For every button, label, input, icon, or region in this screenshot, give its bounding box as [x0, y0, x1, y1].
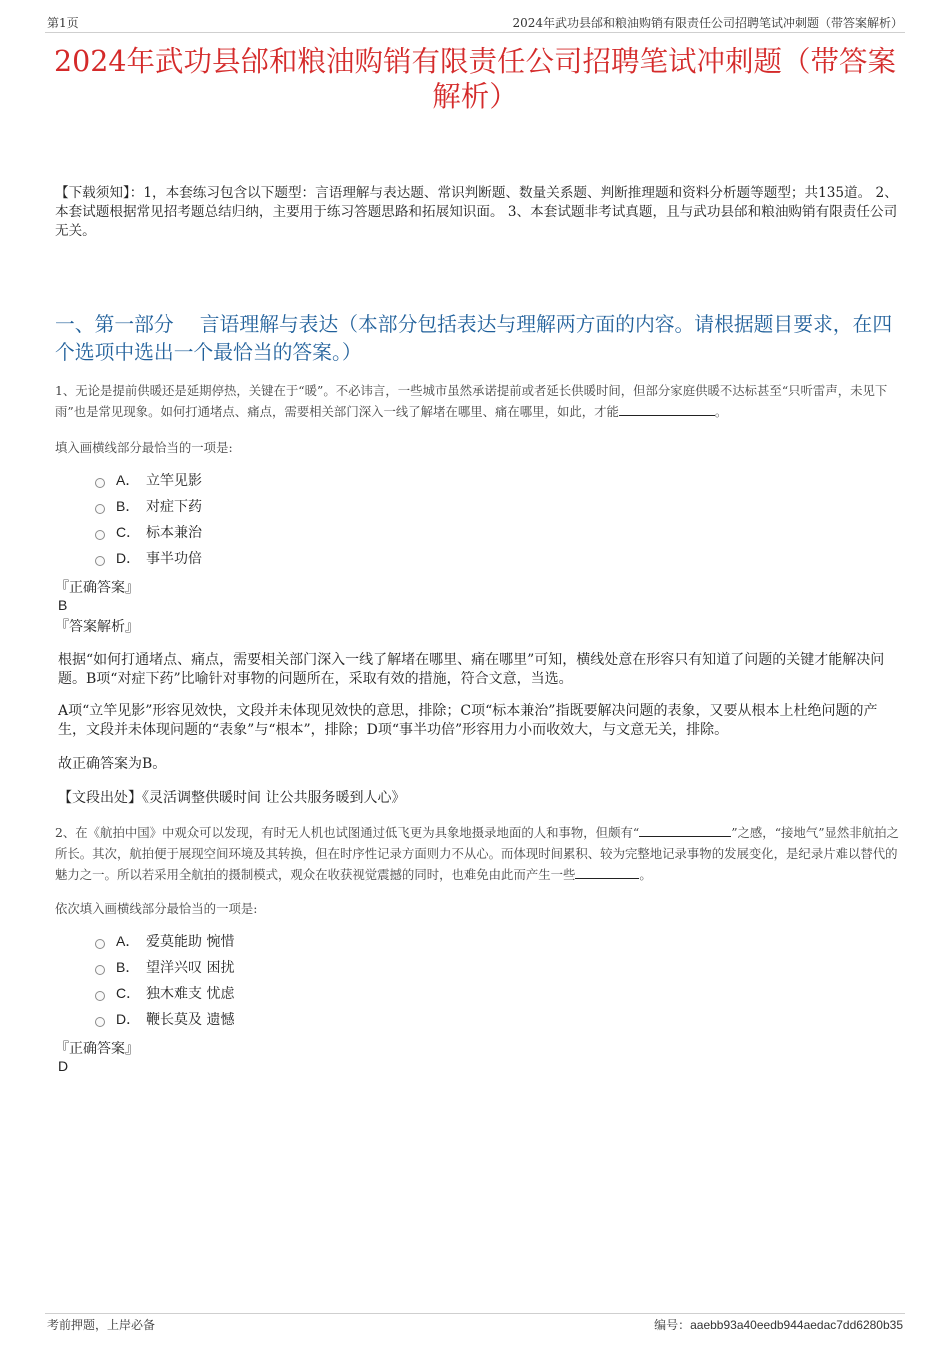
footer-code-label: 编号：	[654, 1318, 691, 1332]
footer-slogan: 考前押题，上岸必备	[47, 1318, 156, 1332]
q2-blank-1	[639, 824, 731, 837]
radio-icon[interactable]	[95, 530, 105, 540]
radio-icon[interactable]	[95, 965, 105, 975]
page-number: 第1页	[47, 16, 79, 30]
q1-blank	[619, 403, 715, 416]
q2-option-d[interactable]: D． 鞭长莫及 遗憾	[95, 1006, 234, 1032]
section-heading: 一、第一部分 言语理解与表达（本部分包括表达与理解两方面的内容。请根据题目要求，在四个选项中选出一个最恰当的答案。）	[55, 313, 893, 364]
radio-icon[interactable]	[95, 556, 105, 566]
download-notice: 【下载须知】：1，本套练习包含以下题型：言语理解与表达题、常识判断题、数量关系题、判断推理题和资料分析题等题型；共135道。 2、本套试题根据常见招考题总结归纳，主要用于练习答题思路和拓展知识面。 3、本套试题非考试真题，且与武功县邰和粮油购销有限责任公司无关。	[55, 185, 898, 239]
q2-option-c[interactable]: C． 独木难支 忧虑	[95, 980, 234, 1006]
q1-analysis-2: A项“立竿见影”形容见效快，文段并未体现见效快的意思，排除；C项“标本兼治”指既要解决问题的表象，又要从根本上杜绝问题的产生，文段并未体现问题的“表象”与“根本”，排除；D项“事半功倍”形容用力小而收效大，与文意无关，排除。	[58, 703, 878, 738]
q1-source: 【文段出处】《灵活调整供暖时间 让公共服务暖到人心》	[58, 790, 406, 806]
q1-analysis-label: 『答案解析』	[55, 619, 139, 635]
radio-icon[interactable]	[95, 991, 105, 1001]
q1-prompt: 填入画横线部分最恰当的一项是:	[55, 440, 233, 455]
q1-options	[95, 467, 202, 571]
q1-option-d[interactable]: D． 事半功倍	[95, 545, 202, 571]
q2-stem: 2、在《航拍中国》中观众可以发现，有时无人机也试图通过低飞更为具象地摄录地面的人和事物，但颇有“ ”之感，“接地气”显然非航拍之所长。其次，航拍便于展现空间环境及其转换，但在时序性记录方面则力不从心。而体现时间累积、较为完整地记录事物的发展变化，是纪录片难以替代的魅力之一。所以若采用全航拍的摄制模式，观众在收获视觉震撼的同时，也难免由此而产生一些 。	[55, 825, 899, 882]
q2-option-b[interactable]: B． 望洋兴叹 困扰	[95, 954, 234, 980]
q1-stem: 1、无论是提前供暖还是延期停热，关键在于“暖”。不必讳言，一些城市虽然承诺提前或者延长供暖时间，但部分家庭供暖不达标甚至“只听雷声，未见下雨”也是常见现象。如何打通堵点、痛点，需要相关部门深入一线了解堵在哪里、痛在哪里，如此，才能 。	[55, 383, 888, 419]
header-doc-title: 2024年武功县邰和粮油购销有限责任公司招聘笔试冲刺题（带答案解析）	[512, 16, 903, 30]
q2-answer: D	[58, 1058, 69, 1074]
q1-option-a[interactable]: A． 立竿见影	[95, 467, 202, 493]
footer-code: aaebb93a40eedb944aedac7dd6280b35	[690, 1318, 903, 1332]
q1-option-c[interactable]: C． 标本兼治	[95, 519, 202, 545]
radio-icon[interactable]	[95, 1017, 105, 1027]
q2-option-a[interactable]: A． 爱莫能助 惋惜	[95, 928, 234, 954]
q2-prompt: 依次填入画横线部分最恰当的一项是:	[55, 901, 258, 916]
page-footer	[45, 1313, 905, 1332]
footer-code-group	[654, 1316, 903, 1333]
q2-blank-2	[575, 866, 639, 879]
page-header	[45, 14, 905, 33]
q1-answer-label: 『正确答案』	[55, 580, 139, 596]
q1-option-b[interactable]: B． 对症下药	[95, 493, 202, 519]
q1-analysis-1: 根据“如何打通堵点、痛点，需要相关部门深入一线了解堵在哪里、痛在哪里”可知，横线处意在形容只有知道了问题的关键才能解决问题。B项“对症下药”比喻针对事物的问题所在，采取有效的措施，符合文意，当选。	[58, 652, 885, 687]
q2-answer-label: 『正确答案』	[55, 1041, 139, 1057]
document-title: 2024年武功县邰和粮油购销有限责任公司招聘笔试冲刺题（带答案解析）	[53, 45, 897, 113]
radio-icon[interactable]	[95, 478, 105, 488]
radio-icon[interactable]	[95, 939, 105, 949]
q1-analysis-3: 故正确答案为B。	[58, 756, 167, 772]
q2-options	[95, 928, 234, 1032]
radio-icon[interactable]	[95, 504, 105, 514]
q1-answer: B	[58, 597, 68, 613]
